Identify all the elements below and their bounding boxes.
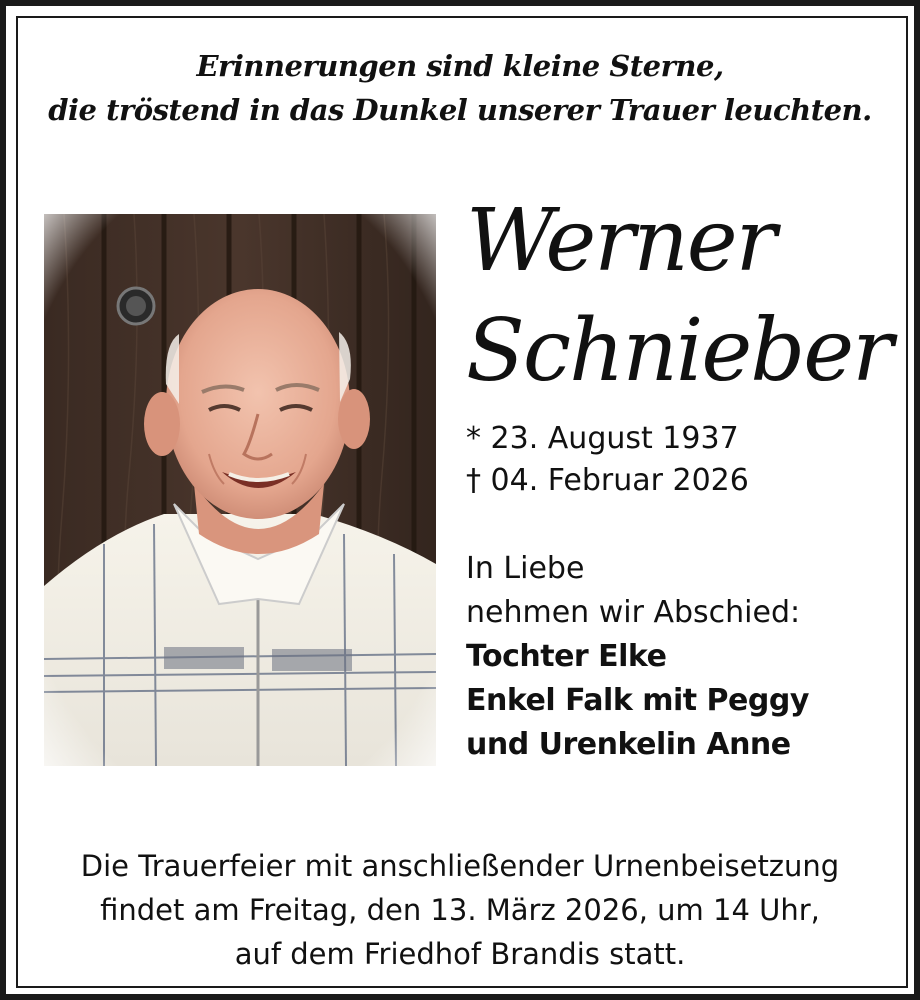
service-line-1: Die Trauerfeier mit anschließender Urnenbeisetzung	[80, 849, 840, 883]
death-date: † 04. Februar 2026	[466, 463, 749, 498]
last-name: Schnieber	[466, 301, 892, 401]
quote-line-2: die tröstend in das Dunkel unserer Trauer leuchten.	[48, 93, 872, 127]
birth-date: * 23. August 1937	[466, 421, 739, 456]
farewell-intro-2: nehmen wir Abschied:	[466, 595, 801, 630]
portrait-photo	[44, 214, 436, 766]
family-farewell	[466, 547, 809, 767]
farewell-intro-1: In Liebe	[466, 551, 585, 586]
service-line-3: auf dem Friedhof Brandis statt.	[234, 937, 686, 971]
first-name: Werner	[466, 191, 775, 291]
family-member-1: Tochter Elke	[466, 639, 667, 674]
family-member-2: Enkel Falk mit Peggy	[466, 683, 809, 718]
quote-line-1: Erinnerungen sind kleine Sterne,	[196, 49, 724, 83]
family-member-3: und Urenkelin Anne	[466, 727, 791, 762]
funeral-service-info	[6, 844, 914, 976]
service-line-2: findet am Freitag, den 13. März 2026, um 14 Uhr,	[100, 893, 820, 927]
life-dates	[466, 418, 749, 502]
memorial-quote	[6, 44, 914, 132]
deceased-name	[466, 186, 896, 406]
